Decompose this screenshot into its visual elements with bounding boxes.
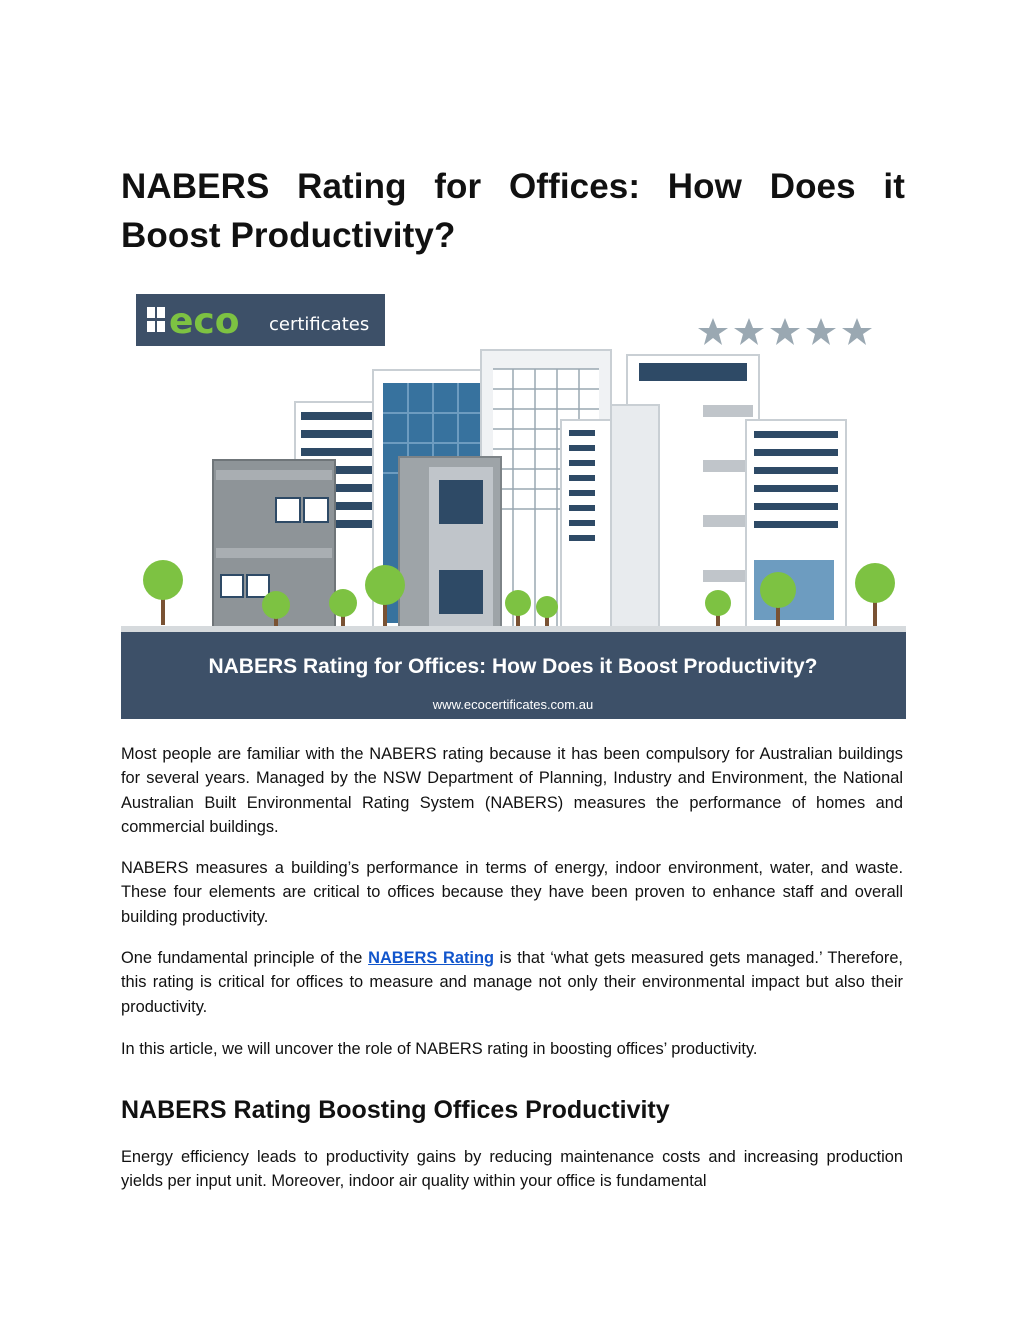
paragraph-article-intro: In this article, we will uncover the role of NABERS rating in boosting offices’ productivity. [121,1040,758,1058]
paragraph-principle [121,946,903,1019]
logo-text-certificates: certificates [269,314,370,335]
paragraph-principle-text-2: is that ‘what gets measured gets managed.’ Therefore, this rating is critical for offices to measure and manage not only their environmental impact but also their productivity. [121,949,903,1016]
hero-banner-url: www.ecocertificates.com.au [432,697,594,712]
eco-certificates-logo [136,294,385,346]
paragraph-energy: Energy efficiency leads to productivity gains by reducing maintenance costs and increasing production yields per input unit. Moreover, indoor air quality within your office is fundamental [121,1148,903,1191]
section-heading: NABERS Rating Boosting Offices Productivity [121,1096,670,1124]
paragraph-intro: Most people are familiar with the NABERS rating because it has been compulsory for Australian buildings for several years. Managed by the NSW Department of Planning, Industry and Environment, the National Australian Built Environmental Rating System (NABERS) measures the performance of homes and commercial buildings. [121,745,903,836]
nabers-rating-link[interactable]: NABERS Rating [368,949,494,967]
hero-image [121,285,906,719]
page-title: NABERS Rating for Offices: How Does it Boost Productivity? [121,167,905,255]
paragraph-principle-text-1: One fundamental principle of the [121,949,369,967]
logo-text-eco: eco [169,301,240,342]
paragraph-measures: NABERS measures a building’s performance in terms of energy, indoor environment, water, and waste. These four elements are critical to offices because they have been proven to enhance staff and overall building productivity. [121,859,903,926]
hero-banner-title: NABERS Rating for Offices: How Does it Boost Productivity? [208,655,818,678]
